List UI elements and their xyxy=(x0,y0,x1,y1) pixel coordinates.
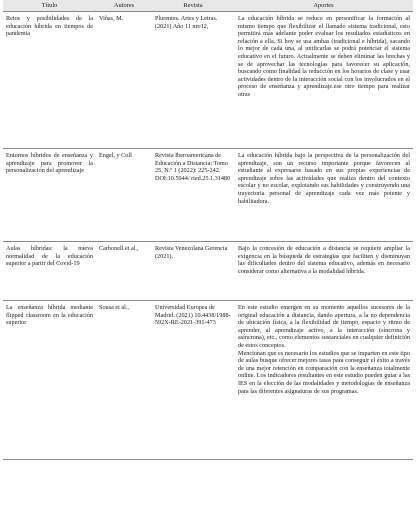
header-revista: Revista xyxy=(152,0,234,12)
table-row xyxy=(3,12,413,149)
cell-autores: Sousa et al., xyxy=(96,301,152,460)
aportes-paragraph: Bajo la concesión de educación a distancia se requiere ampliar la exigencia en la búsqueda de estrategias que faciliten y disminuyan las dificultades dentro del sistema educativo, además en necesario considerar como alternativa a la modalidad híbrida. xyxy=(238,245,410,275)
table-header xyxy=(3,0,413,12)
table-row xyxy=(3,242,413,301)
cell-revista: Plurentes. Artes y Letras. (2021) Año 11 nro12, xyxy=(152,12,234,149)
cell-aportes xyxy=(234,301,413,460)
cell-titulo: Entornos híbridos de enseñanza y aprendizaje para promover la personalización del aprendizaje xyxy=(3,149,96,242)
header-row xyxy=(3,0,413,12)
cell-aportes xyxy=(234,242,413,301)
cell-revista: Universidad Europea de Madrid. (2021) 10.4438/1988-592X-RE-2021-391-473 xyxy=(152,301,234,460)
table-row xyxy=(3,301,413,460)
cell-titulo: La enseñanza híbrida mediante flipped classroom en la educación superior xyxy=(3,301,96,460)
cell-revista: Revista Venezolana Gerencia (2021). xyxy=(152,242,234,301)
header-titulo: Título xyxy=(3,0,96,12)
cell-aportes xyxy=(234,12,413,149)
aportes-paragraph: La educación híbrida bajo la perspectiva de la personalización del aprendizaje, son un recurso importante porque favorecen al estudiante al expresarse basado en sus propias experiencias de aprendizaje sobre las actividades que realiza dentro del contexto escolar y no escolar, explotando sus habilidades y construyendo una trayectoria personal de aprendizaje cada vez más potente y habilitadora. xyxy=(238,152,410,205)
table-row xyxy=(3,149,413,242)
aportes-paragraph: La educación híbrida se reduce en personificar la formación al mismo tiempo que flexibilizar el llamado sistema tradicional, esto permitirá más adelante poder evaluar los resultados estadísticos en relación a ella. Si hoy se usa ambas (tradicional e híbrida), sacando lo mejor de cada una, al unificarlas se podrá potenciar el sistema educativo en el futuro. Actualmente se deben eliminar las brechas y se de aprovechar las tecnologías para favorecer su aplicación, buscando como finalidad la reducción en los horarios de clase y usar actividades dentro de la interacción social con los involucrados en el proceso de enseñanza y aprendizaje.ese otro tiempo para realizar otras xyxy=(238,15,410,98)
cell-autores: Viñas, M. xyxy=(96,12,152,149)
table-body xyxy=(3,12,413,460)
aportes-paragraph: En este estudio emergen en su momento aquellos sucesores de la original educación a distancia, dando apertura, a la no dependencia de ubicación física, a la flexibilidad de tiempo, espacio y ritmo de aprender, al aprendizaje activo, a la interacción (síncrona y asíncrona), etc., como elementos sustanciales en cualquier definición de estos conceptos. xyxy=(238,304,410,349)
cell-autores: Carbonell et al., xyxy=(96,242,152,301)
header-autores: Autores xyxy=(96,0,152,12)
header-aportes: Aportes xyxy=(234,0,413,12)
aportes-paragraph: Mencionan que es necesario los estudios que se imparten en este tipo de aulas busque ofrecer mejores tasas para conseguir el éxito a través de una mejor retención en comparación con la enseñanza totalmente online. Los indicadores resultantes en este estudio pueden guiar a las IES en la elección de las modalidades y metodologías de enseñanza para las diferentes asignaturas de sus programas. xyxy=(238,349,410,395)
cell-titulo: Aulas híbridas: la nueva normalidad de la educación superior a partir del Covid-19 xyxy=(3,242,96,301)
cell-autores: Engel, y Coll xyxy=(96,149,152,242)
cell-revista: Revista Iberoamericana de Educación a Distancia; Tomo 25, N.º 1 (2022): 225-242. DOI:10.5944/ ried.25.1.31480 xyxy=(152,149,234,242)
cell-titulo: Retos y posibilidades de la educación híbrida en tiempos de pandemia xyxy=(3,12,96,149)
literature-table xyxy=(3,0,413,460)
cell-aportes xyxy=(234,149,413,242)
